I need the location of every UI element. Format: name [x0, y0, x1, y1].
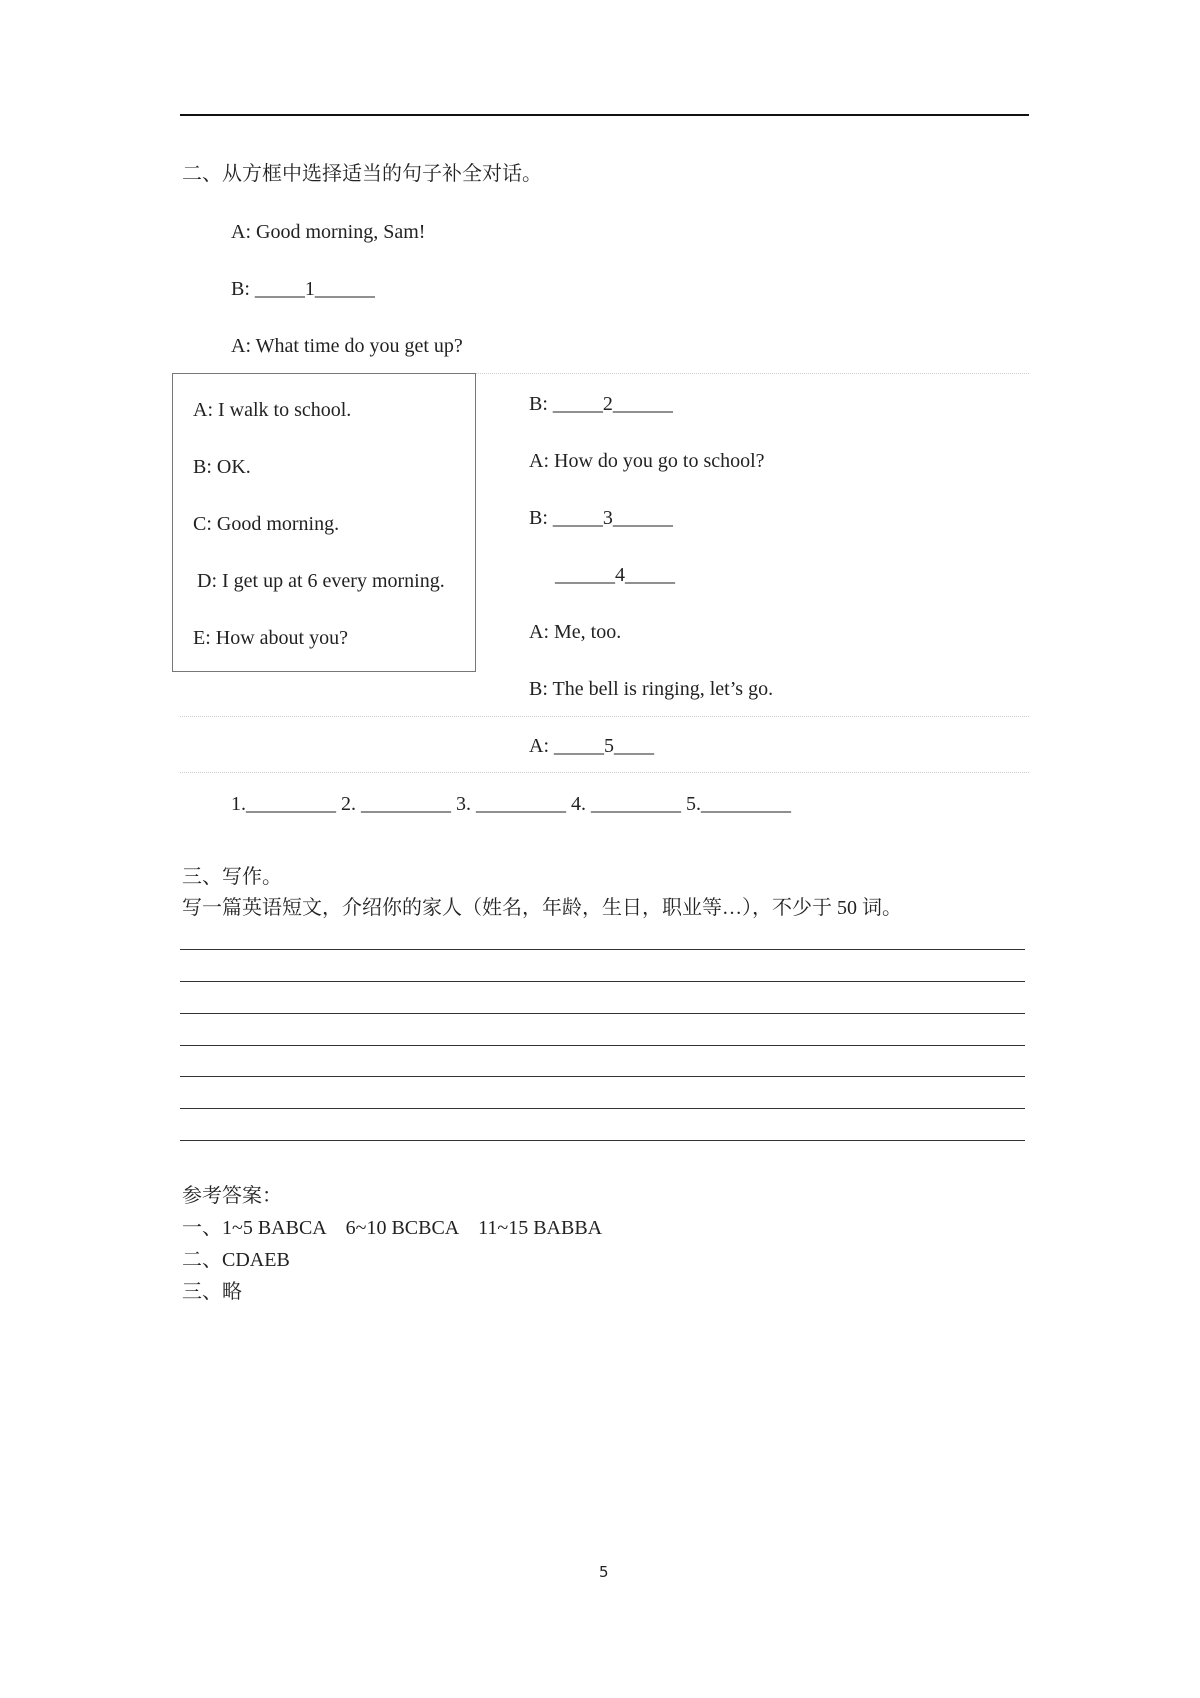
option-a: A: I walk to school.: [193, 399, 352, 421]
writing-line[interactable]: [180, 1140, 1025, 1141]
dialogue-line: A: Me, too.: [529, 621, 622, 643]
writing-line[interactable]: [180, 1045, 1025, 1046]
answers-line: 一、1~5 BABCA 6~10 BCBCA 11~15 BABBA: [182, 1217, 603, 1239]
writing-line[interactable]: [180, 981, 1025, 982]
page-number: 5: [599, 1563, 609, 1581]
writing-line[interactable]: [180, 1108, 1025, 1109]
dialogue-line: B: _____2______: [529, 393, 673, 415]
writing-line[interactable]: [180, 1013, 1025, 1014]
writing-prompt: 写一篇英语短文，介绍你的家人（姓名，年龄，生日，职业等…），不少于 50 词。: [182, 897, 902, 919]
header-rule: [180, 114, 1029, 116]
dialogue-line: B: The bell is ringing, let’s go.: [529, 678, 774, 700]
dialogue-line: A: How do you go to school?: [529, 450, 765, 472]
answers-line: 二、CDAEB: [182, 1249, 290, 1271]
dialogue-line: B: _____3______: [529, 507, 673, 529]
writing-line[interactable]: [180, 949, 1025, 950]
answers-line: 三、略: [182, 1281, 242, 1303]
answers-title: 参考答案：: [182, 1185, 282, 1207]
dotted-rule: [180, 772, 1029, 773]
dialogue-line: B: _____1______: [231, 278, 375, 300]
dialogue-line: A: Good morning, Sam!: [231, 221, 426, 243]
section-2-heading: 二、从方框中选择适当的句子补全对话。: [182, 163, 542, 185]
dialogue-line: A: What time do you get up?: [231, 335, 463, 357]
option-d: D: I get up at 6 every morning.: [197, 570, 445, 592]
option-c: C: Good morning.: [193, 513, 340, 535]
dotted-rule: [180, 716, 1029, 717]
option-b: B: OK.: [193, 456, 251, 478]
dialogue-line: A: _____5____: [529, 735, 654, 757]
section-3-heading: 三、写作。: [182, 866, 282, 888]
answer-blanks: 1._________ 2. _________ 3. _________ 4. _________ 5._________: [231, 793, 791, 815]
writing-line[interactable]: [180, 1076, 1025, 1077]
option-e: E: How about you?: [193, 627, 348, 649]
dialogue-line: ______4_____: [555, 564, 675, 586]
dotted-rule: [476, 373, 1029, 374]
